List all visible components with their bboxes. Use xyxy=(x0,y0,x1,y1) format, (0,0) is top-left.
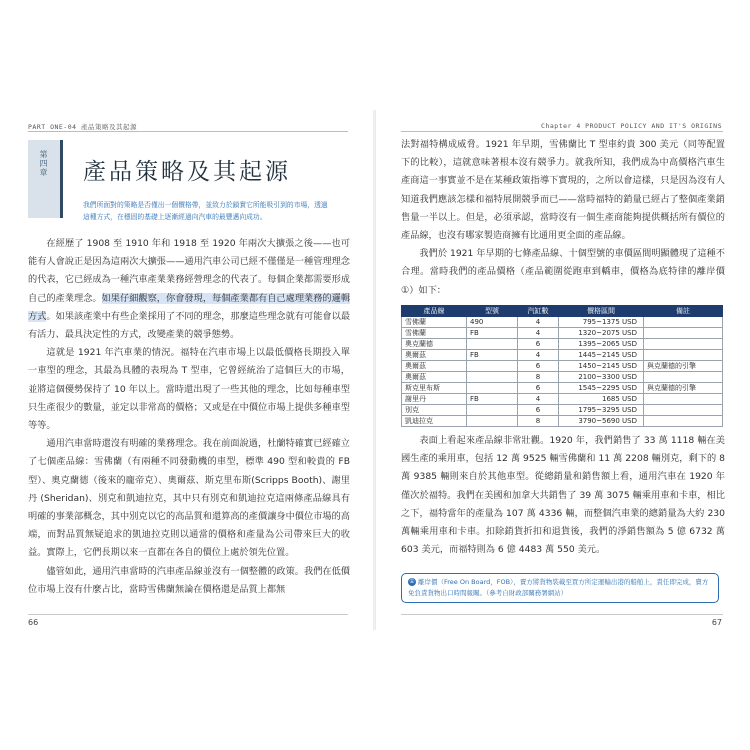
price-table-body xyxy=(402,317,723,427)
product-line-cell: 別克 xyxy=(402,405,467,416)
price-range-cell: 1445~2145 USD xyxy=(559,350,644,361)
remark-cell xyxy=(644,339,723,350)
product-line-cell: 謝里丹 xyxy=(402,394,467,405)
right-running-head: Chapter 4 PRODUCT POLICY AND IT'S ORIGINS xyxy=(541,122,722,130)
model-cell: 490 xyxy=(467,317,518,328)
model-cell xyxy=(467,361,518,372)
cylinder-cell: 6 xyxy=(518,339,559,350)
model-cell xyxy=(467,372,518,383)
right-page xyxy=(375,0,750,750)
footnote-marker-icon: ① xyxy=(409,578,415,585)
column-header: 產品線 xyxy=(402,306,467,317)
product-line-cell: 凱迪拉克 xyxy=(402,416,467,427)
page-number-left: 66 xyxy=(28,618,39,627)
table-row xyxy=(402,383,723,394)
left-running-head: PART ONE-04 產品策略及其起源 xyxy=(28,123,137,131)
paragraph: 表面上看起來產品線非常壯觀。1920 年，我們銷售了 33 萬 1118 輛在美國生產的乘用車，包括 12 萬 9525 輛雪佛蘭和 11 萬 2208 輛別克，剩下的 8 萬 9385 輛則來自於其他車型。從總銷量和銷售額上看，通用汽車在 1920 年僅次於福特。我們在美國和加拿大共銷售了 39 萬 3075 輛乘用車和卡車，相比之下，福特當年的產量為 107 萬 4336 輛，而整個汽車業的總銷量為大約 230 萬輛乘用車和卡車。扣除銷貨折扣和退貨後，我們的淨銷售額為 5 億 6732 萬 603 美元，而福特則為 6 億 4483 萬 550 美元。 xyxy=(401,435,725,556)
table-row xyxy=(402,361,723,372)
remark-cell xyxy=(644,372,723,383)
model-cell xyxy=(467,383,518,394)
paragraph: 我們於 1921 年早期的七條產品線、十個型號的車價區間明顯體現了這種不合理。當時我們的產品價格（產品範圍從跑車到轎車，價格為底特律的離岸價①）如下： xyxy=(401,248,725,296)
table-row xyxy=(402,394,723,405)
table-header-row xyxy=(402,306,723,317)
column-header: 汽缸數 xyxy=(518,306,559,317)
remark-cell xyxy=(644,416,723,427)
product-line-cell: 奧克蘭德 xyxy=(402,339,467,350)
table-row xyxy=(402,405,723,416)
price-range-cell: 1795~3295 USD xyxy=(559,405,644,416)
right-footer-rule xyxy=(401,614,723,615)
paragraph xyxy=(28,235,350,344)
cylinder-cell: 4 xyxy=(518,328,559,339)
chapter-title: 產品策略及其起源 xyxy=(83,159,291,185)
chapter-tab xyxy=(28,140,63,218)
footnote-text: 離岸價（Free On Board，FOB），賣方將貨物裝載至買方所定運輸出港的船舶上，責任即完成，賣方免負責貨物出口時間報關。（參考自財政部關務署網站） xyxy=(408,578,709,597)
right-body-text-top xyxy=(401,136,725,300)
remark-cell: 與克蘭德的引擎 xyxy=(644,383,723,394)
product-line-cell: 雪佛蘭 xyxy=(402,317,467,328)
remark-cell xyxy=(644,405,723,416)
left-body-text xyxy=(28,235,350,599)
left-header-rule xyxy=(28,131,348,132)
model-cell: FB xyxy=(467,394,518,405)
table-row xyxy=(402,339,723,350)
price-range-cell: 1450~2145 USD xyxy=(559,361,644,372)
column-header: 型號 xyxy=(467,306,518,317)
remark-cell xyxy=(644,394,723,405)
price-range-cell: 3790~5690 USD xyxy=(559,416,644,427)
remark-cell xyxy=(644,350,723,361)
column-header: 價格區間 xyxy=(559,306,644,317)
paragraph: 法對福特構成威脅。1921 年早期，雪佛蘭比 T 型車約貴 300 美元（同等配置下的比較），這就意味著根本沒有競爭力。就我所知，我們成為中高價格汽車生產商這一事實並不是在某種政策指導下實現的，之所以會這樣，只是因為沒有人知道我們應該怎樣和福特展開競爭而已——當時福特的銷量已經占了整個產業銷售量一半以上。但是，必須承認，當時沒有一個生產商能夠提供概括所有價位的產品線，也沒有哪家製造商擁有比通用更全面的產品線。 xyxy=(401,139,725,242)
remark-cell xyxy=(644,328,723,339)
cylinder-cell: 8 xyxy=(518,416,559,427)
column-header: 備註 xyxy=(644,306,723,317)
model-cell xyxy=(467,416,518,427)
price-range-cell: 1320~2075 USD xyxy=(559,328,644,339)
paragraph: 儘管如此，通用汽車當時的汽車產品線並沒有一個整體的政策。我們在低價位市場上沒有什麼占比，當時雪佛蘭無論在價格還是品質上都無 xyxy=(28,565,350,595)
table-row xyxy=(402,328,723,339)
chapter-label: 第四章 xyxy=(39,150,48,177)
price-table xyxy=(401,305,723,427)
price-range-cell: 1685 USD xyxy=(559,394,644,405)
product-line-cell: 奧爾茲 xyxy=(402,350,467,361)
model-cell xyxy=(467,339,518,350)
model-cell: FB xyxy=(467,350,518,361)
price-range-cell: 1545~2295 USD xyxy=(559,383,644,394)
paragraph: 通用汽車當時還沒有明確的業務理念。我在前面說過，杜蘭特確實已經確立了七個產品線：雪佛蘭（有兩種不同發動機的車型，標準 490 型和較貴的 FB 型）、奧克蘭德（後來的龐帝克）、奧爾茲、斯克里布斯(Scripps Booth)、謝里丹 (Sheridan)、別克和凱迪拉克，其中只有別克和凱迪拉克這兩條產品線具有明確的事業部概念，其中別克以它的高品質和還算高的產價讓身中價位市場的高端，而對品質無疑追求的凱迪拉克則以通當的價格和產量為公司帶來巨大的收益。實際上，它們長期以來一直都在各自的價位上處於領先位置。 xyxy=(28,438,350,559)
left-footer-rule xyxy=(28,614,348,615)
paragraph: 這就是 1921 年汽車業的情況。福特在汽車市場上以最低價格長期投入單一車型的理念，其最為具體的表現為 T 型車，它曾經統治了這個巨大的市場，並將這個優勢保持了 10 年以上。當時還出現了一些其他的理念，比如每種車型只生產很少的數量，並定以非常高的價格；又或是在中價位市場上提供多種車型等等。 xyxy=(28,347,350,432)
cylinder-cell: 4 xyxy=(518,394,559,405)
chapter-summary: 我們所面對的策略是否僅出一個價格帶，並致力於鎖實它所能吸引到的市場，透過這種方式，在穩固的基礎上逐漸經過向汽車的最豐邁向成功。 xyxy=(83,201,328,221)
price-range-cell: 2100~3300 USD xyxy=(559,372,644,383)
highlighted-sentence: 如果仔細觀察，你會發現，每個產業都有自己處理業務的邏輯方式 xyxy=(28,292,351,322)
price-range-cell: 795~1375 USD xyxy=(559,317,644,328)
remark-cell: 與克蘭德的引擎 xyxy=(644,361,723,372)
page-number-right: 67 xyxy=(711,618,722,627)
model-cell: FB xyxy=(467,328,518,339)
cylinder-cell: 4 xyxy=(518,317,559,328)
product-line-cell: 奧爾茲 xyxy=(402,372,467,383)
product-line-cell: 雪佛蘭 xyxy=(402,328,467,339)
right-header-rule xyxy=(401,131,723,132)
cylinder-cell: 6 xyxy=(518,405,559,416)
table-row xyxy=(402,317,723,328)
remark-cell xyxy=(644,317,723,328)
table-row xyxy=(402,350,723,361)
price-range-cell: 1395~2065 USD xyxy=(559,339,644,350)
cylinder-cell: 8 xyxy=(518,372,559,383)
cylinder-cell: 6 xyxy=(518,361,559,372)
product-line-cell: 奧爾茲 xyxy=(402,361,467,372)
paragraph-text: 在經歷了 1908 至 1910 年和 1918 至 1920 年兩次大擴張之後——也可能有人會說正是因為這兩次大擴張——通用汽車公司已經不僅僅是一種管理理念的代表，它已經成為一種汽車產業業務經營理念的代表了。每個企業都需要形成自己的產業理念。 xyxy=(28,238,350,304)
paragraph-text: 。如果該產業中有些企業採用了不同的理念，那麼這些理念就有可能會以最有活力、最具決定性的方式，改變產業的競爭態勢。 xyxy=(28,310,351,341)
cylinder-cell: 6 xyxy=(518,383,559,394)
table-row xyxy=(402,372,723,383)
cylinder-cell: 4 xyxy=(518,350,559,361)
table-row xyxy=(402,416,723,427)
right-body-text-bottom xyxy=(401,432,725,559)
product-line-cell: 斯克里布斯 xyxy=(402,383,467,394)
model-cell xyxy=(467,405,518,416)
footnote-box xyxy=(401,573,719,603)
